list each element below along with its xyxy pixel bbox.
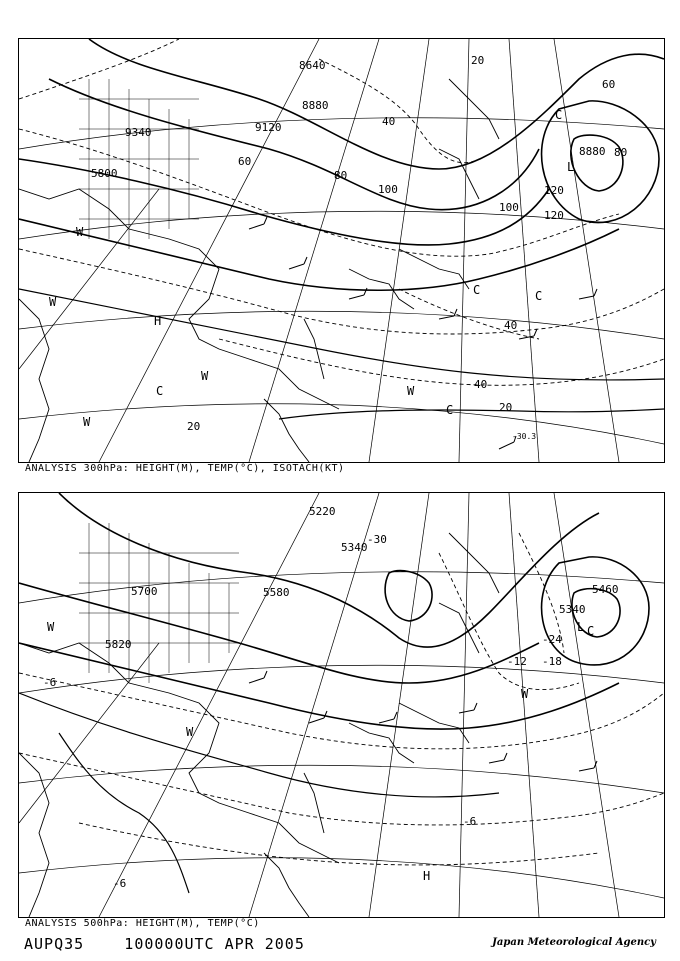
map-500hpa-drawing: [19, 493, 664, 917]
height-label: 9120: [255, 121, 282, 134]
cold-marker: C: [555, 108, 563, 122]
isotach-label: 60: [602, 78, 616, 91]
agency-credit: Japan Meteorological Agency: [492, 937, 656, 948]
cold-marker: C: [535, 289, 543, 303]
high-marker: H: [154, 314, 162, 328]
isotach-label: 100: [378, 183, 398, 196]
isotach-label: 120: [544, 209, 564, 222]
height-label: 5700: [131, 585, 158, 598]
height-label: 5580: [263, 586, 290, 599]
height-label: 8640: [299, 59, 326, 72]
temp-label: -6: [43, 676, 57, 689]
map-300hpa-drawing: [19, 39, 664, 462]
height-label: 5340: [341, 541, 368, 554]
warm-marker: W: [201, 369, 209, 383]
temp-label: -30.3: [512, 432, 537, 441]
warm-marker: W: [76, 225, 84, 239]
cold-marker: C: [446, 403, 454, 417]
height-contours: [19, 493, 649, 729]
coastlines: [19, 79, 499, 462]
jet-axis: [19, 289, 664, 419]
map-300hpa-panel: [18, 38, 665, 463]
isotach-label: 20: [499, 401, 513, 414]
isotach-label: 20: [187, 420, 201, 433]
height-label: 5460: [592, 583, 619, 596]
temp-label: -30: [367, 533, 387, 546]
caption-300hpa: ANALYSIS 300hPa: HEIGHT(M), TEMP(°C), ISOTACH(KT): [25, 463, 345, 474]
temp-label: -6: [113, 877, 127, 890]
coastlines: [19, 533, 499, 917]
high-marker: H: [423, 869, 431, 883]
warm-marker: W: [521, 687, 529, 701]
height-label: 5820: [105, 638, 132, 651]
chart-product-code: AUPQ35 100000UTC APR 2005: [24, 935, 305, 953]
cold-marker: C: [156, 384, 164, 398]
isotach-label: 80: [614, 146, 628, 159]
warm-marker: W: [407, 384, 415, 398]
warm-marker: W: [47, 620, 55, 634]
warm-marker: W: [83, 415, 91, 429]
isotach-label: 60: [238, 155, 252, 168]
low-marker: L: [567, 160, 575, 174]
isotach-label: 100: [499, 201, 519, 214]
temp-label: -6: [463, 815, 477, 828]
isotach-label: 120: [544, 184, 564, 197]
isotach-label: 40: [504, 319, 518, 332]
height-label: 8880: [579, 145, 606, 158]
height-5820-contour: [19, 693, 499, 893]
isotach-label: 80: [334, 169, 348, 182]
cold-marker: C: [587, 624, 595, 638]
temp-label: -24: [542, 633, 562, 646]
height-label: 8880: [302, 99, 329, 112]
lat-lon-grid: [19, 39, 664, 462]
low-marker: L: [577, 620, 585, 634]
height-label: 5800: [91, 167, 118, 180]
wind-barbs: [249, 671, 597, 771]
isotach-label: 40: [382, 115, 396, 128]
height-label: 5340: [559, 603, 586, 616]
cold-marker: C: [473, 283, 481, 297]
isotach-label: 40: [474, 378, 488, 391]
temp-label: -18: [542, 655, 562, 668]
map-500hpa-panel: [18, 492, 665, 918]
isotach-label: 20: [471, 54, 485, 67]
height-label: 5220: [309, 505, 336, 518]
height-label: 9340: [125, 126, 152, 139]
warm-marker: W: [49, 295, 57, 309]
warm-marker: W: [186, 725, 194, 739]
caption-500hpa: ANALYSIS 500hPa: HEIGHT(M), TEMP(°C): [25, 918, 260, 929]
temp-label: -12: [507, 655, 527, 668]
